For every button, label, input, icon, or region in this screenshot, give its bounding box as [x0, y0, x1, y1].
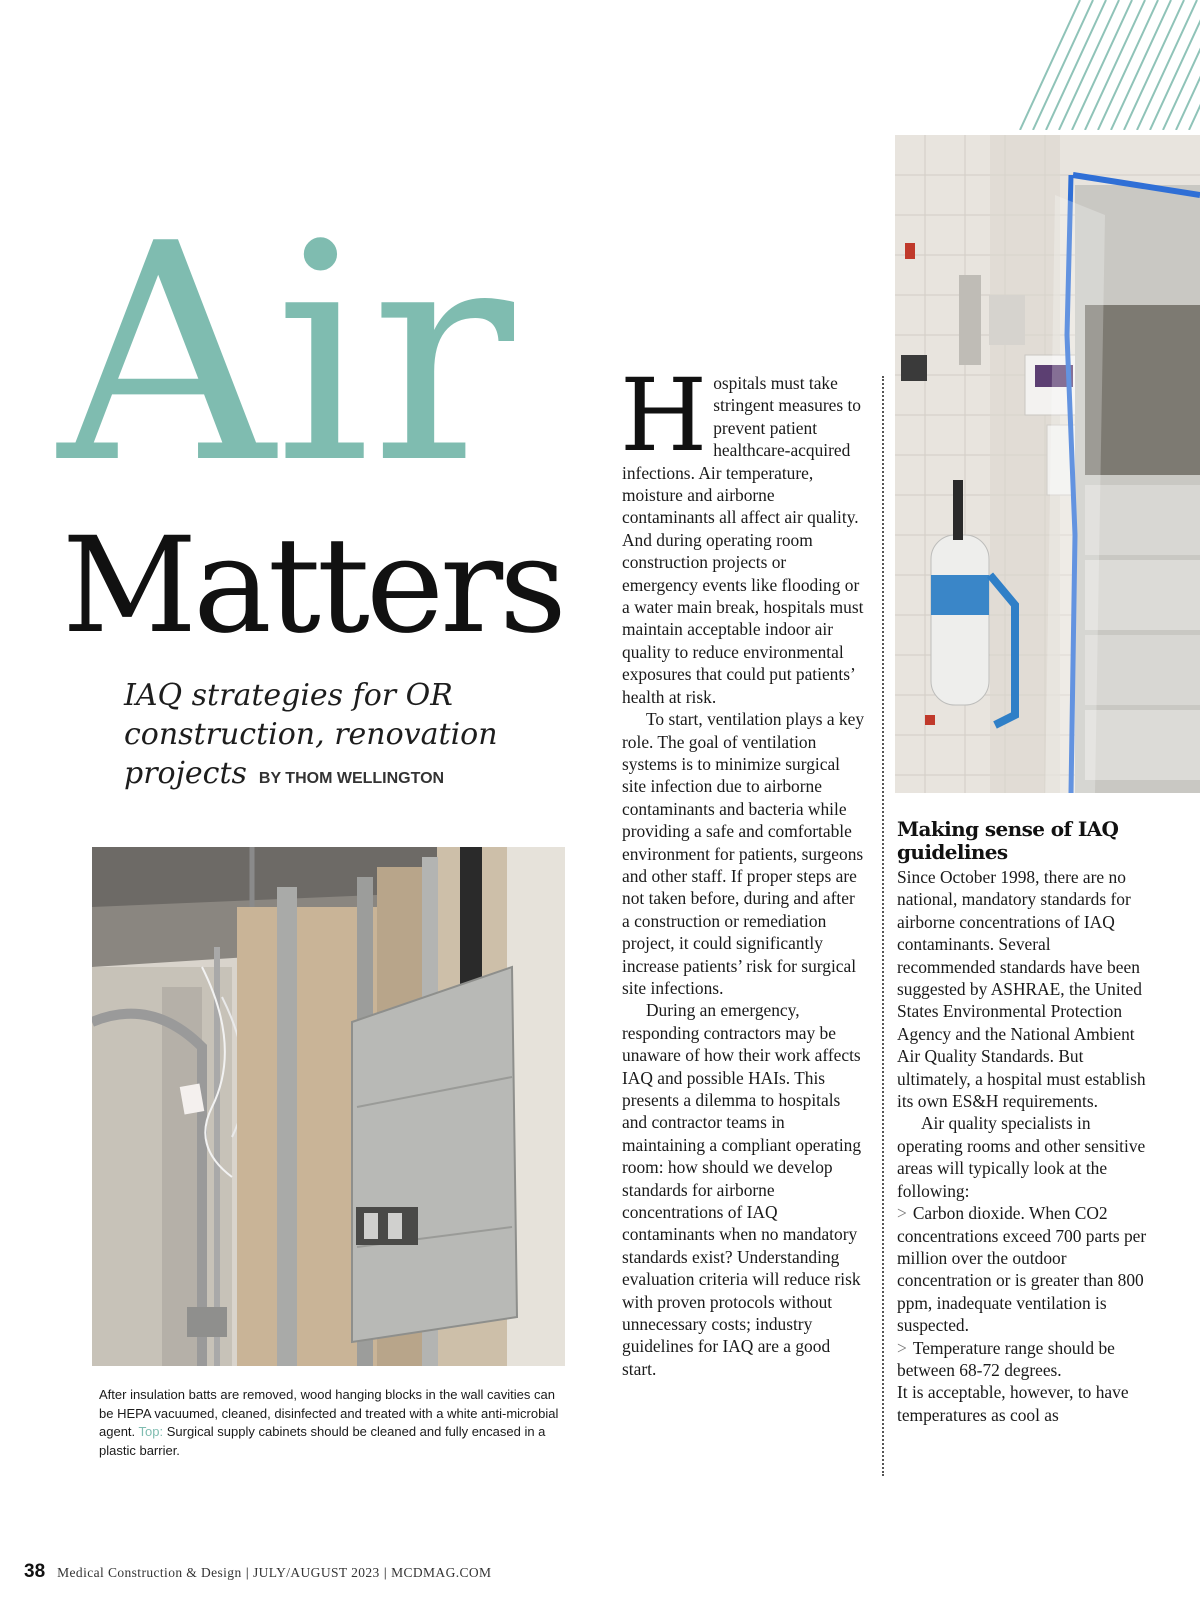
page-number: 38	[24, 1561, 46, 1582]
issue-date: JULY/AUGUST 2023	[252, 1565, 380, 1580]
paragraph-intro: ospitals must take stringent measures to prevent patient healthcare-acquired infections. Air temperature, moisture and airborne contaminants all affect air quality. And during operating room construction projects or emergency events like flooding or a water main break, hospitals must maintain acceptable indoor air quality to reduce environmental exposures that could put patients’ health at risk.	[622, 373, 864, 707]
column-divider	[882, 376, 884, 1476]
paragraph-temperatures: It is acceptable, however, to have temperatures as cool as	[897, 1382, 1129, 1425]
decorative-stripes	[950, 0, 1200, 130]
byline: BY THOM WELLINGTON	[258, 770, 445, 787]
separator: |	[383, 1565, 388, 1580]
supply-cabinet-photo	[895, 135, 1200, 793]
paragraph-specialists: Air quality specialists in operating rooms and other sensitive areas will typically look at the following:	[897, 1113, 1146, 1201]
title-air: Air	[58, 180, 515, 529]
separator: |	[245, 1565, 249, 1580]
section-heading: Making sense of IAQ guidelines	[897, 817, 1119, 864]
paragraph-standards: Since October 1998, there are no national, mandatory standards for airborne concentrations of IAQ contaminants. Several recommended standards have been suggested by ASHRAE, the United States Environmental Protection Agency and the National Ambient Air Quality Standards. But ultimately, a hospital must establish its own ES&H requirements.	[897, 867, 1146, 1112]
bullet-carbon-dioxide	[897, 1202, 1149, 1336]
caption-text-1: After insulation batts are removed, wood hanging blocks in the wall cavities can be HEPA vacuumed, cleaned, disinfected and treated with a white anti-microbial agent.	[99, 1387, 559, 1439]
caption-text-2: Surgical supply cabinets should be cleaned and fully encased in a plastic barrier.	[99, 1424, 546, 1458]
wall-cavity-photo	[92, 847, 565, 1366]
bullet-temperature	[897, 1337, 1149, 1382]
article-column-right	[897, 818, 1149, 1426]
bullet-text: Temperature range should be between 68-72 degrees.	[897, 1337, 1115, 1380]
publication-name: Medical Construction & Design	[57, 1565, 242, 1580]
article-column-middle	[620, 357, 866, 1380]
bullet-marker: >	[897, 1203, 907, 1224]
drop-cap: H	[620, 357, 708, 474]
website: MCDMAG.COM	[391, 1565, 492, 1580]
paragraph-ventilation: To start, ventilation plays a key role. The goal of ventilation systems is to minimize surgical site infection due to airborne contaminants and bacteria while providing a safe and comfortable environment for patients, surgeons and other staff. If proper steps are not taken before, during and after a construction or remediation project, it could significantly increase patients’ risk for surgical site infections.	[622, 709, 865, 998]
caption-top-label: Top:	[138, 1424, 164, 1439]
title-matters: Matters	[62, 509, 563, 663]
bullet-text: Carbon dioxide. When CO2 concentrations exceed 700 parts per million over the outdoor concentration or is greater than 800 ppm, inadequate ventilation is suspected.	[897, 1203, 1147, 1336]
page-footer	[24, 1561, 491, 1583]
bullet-marker: >	[897, 1337, 907, 1358]
paragraph-emergency: During an emergency, responding contractors may be unaware of how their work affects IAQ and possible HAIs. This presents a dilemma to hospitals and contractor teams in maintaining a compliant operating room: how should we develop standards for airborne concentrations of IAQ contaminants when no mandatory standards exist? Understanding evaluation criteria will reduce risk with proven protocols without unnecessary costs; industry guidelines for IAQ are a good start.	[622, 1000, 862, 1379]
photo-caption	[99, 1386, 559, 1460]
subtitle	[124, 676, 544, 798]
subtitle-text: IAQ strategies for OR construction, renovation projects	[124, 678, 498, 791]
